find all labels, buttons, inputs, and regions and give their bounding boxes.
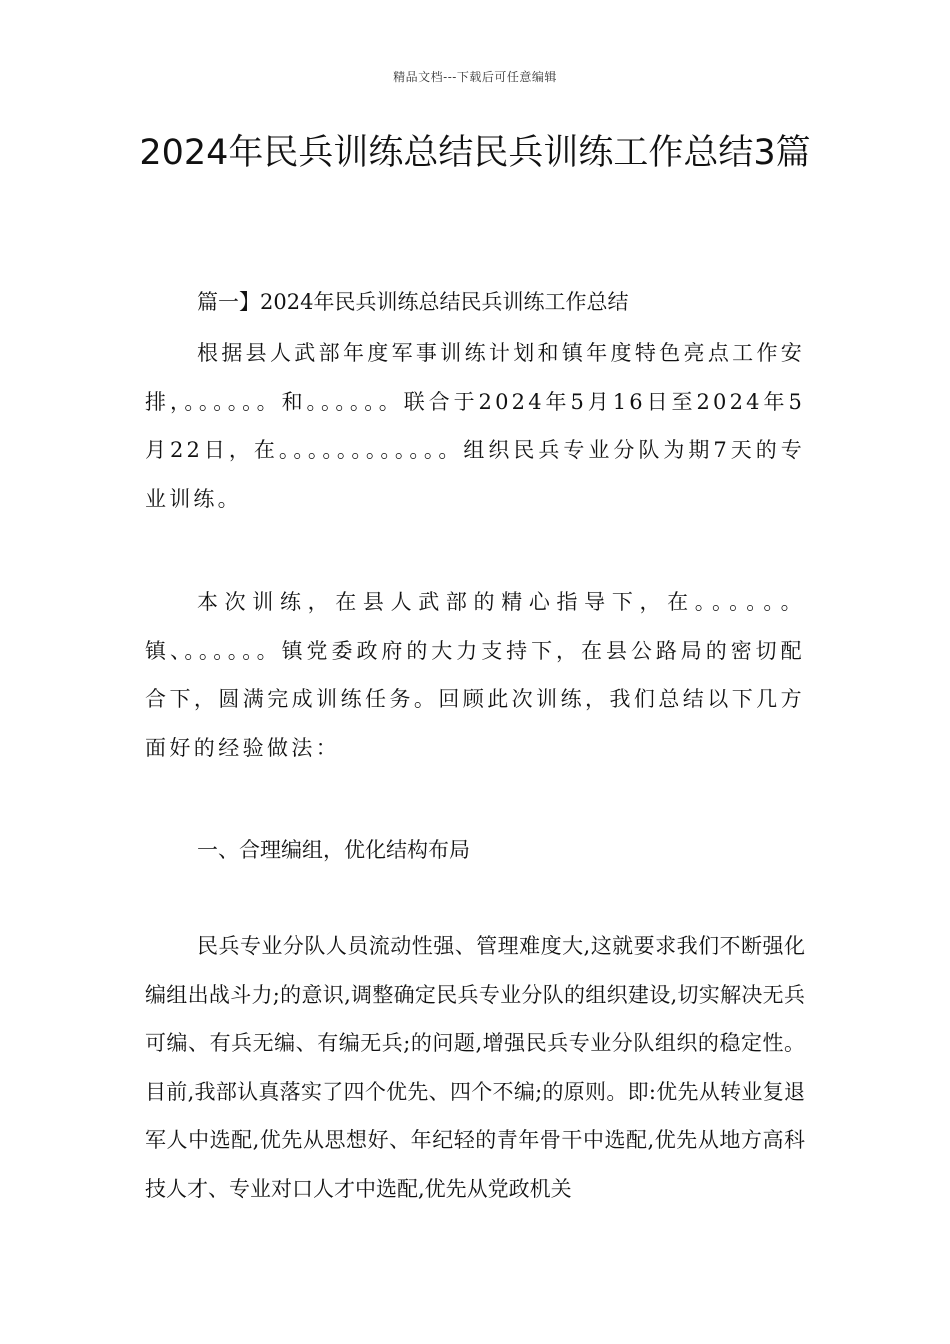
header-note: 精品文档---下载后可任意编辑 bbox=[393, 70, 557, 84]
section-heading-1: 一、合理编组，优化结构布局 bbox=[197, 838, 470, 862]
section-subtitle: 篇一】2024年民兵训练总结民兵训练工作总结 bbox=[197, 290, 629, 314]
paragraph-1: 根据县人武部年度军事训练计划和镇年度特色亮点工作安排，。。。。。。和。。。。。。联合于2024年5月16日至2024年5月22日，在。。。。。。。。。。。。组织民兵专业分队为期7天的专业训练。 bbox=[145, 341, 805, 511]
paragraph-3: 民兵专业分队人员流动性强、管理难度大,这就要求我们不断强化编组出战斗力;的意识,调整确定民兵专业分队的组织建设,切实解决无兵可编、有兵无编、有编无兵;的问题,增强民兵专业分队组织的稳定性。目前,我部认真落实了四个优先、四个不编;的原则。即:优先从转业复退军人中选配,优先从思想好、年纪轻的青年骨干中选配,优先从地方高科技人才、专业对口人才中选配,优先从党政机关 bbox=[145, 934, 805, 1201]
document-title: 2024年民兵训练总结民兵训练工作总结3篇 bbox=[139, 133, 811, 173]
paragraph-2: 本次训练，在县人武部的精心指导下，在。。。。。。镇、。。。。。。镇党委政府的大力支持下，在县公路局的密切配合下，圆满完成训练任务。回顾此次训练，我们总结以下几方面好的经验做法： bbox=[145, 590, 805, 760]
